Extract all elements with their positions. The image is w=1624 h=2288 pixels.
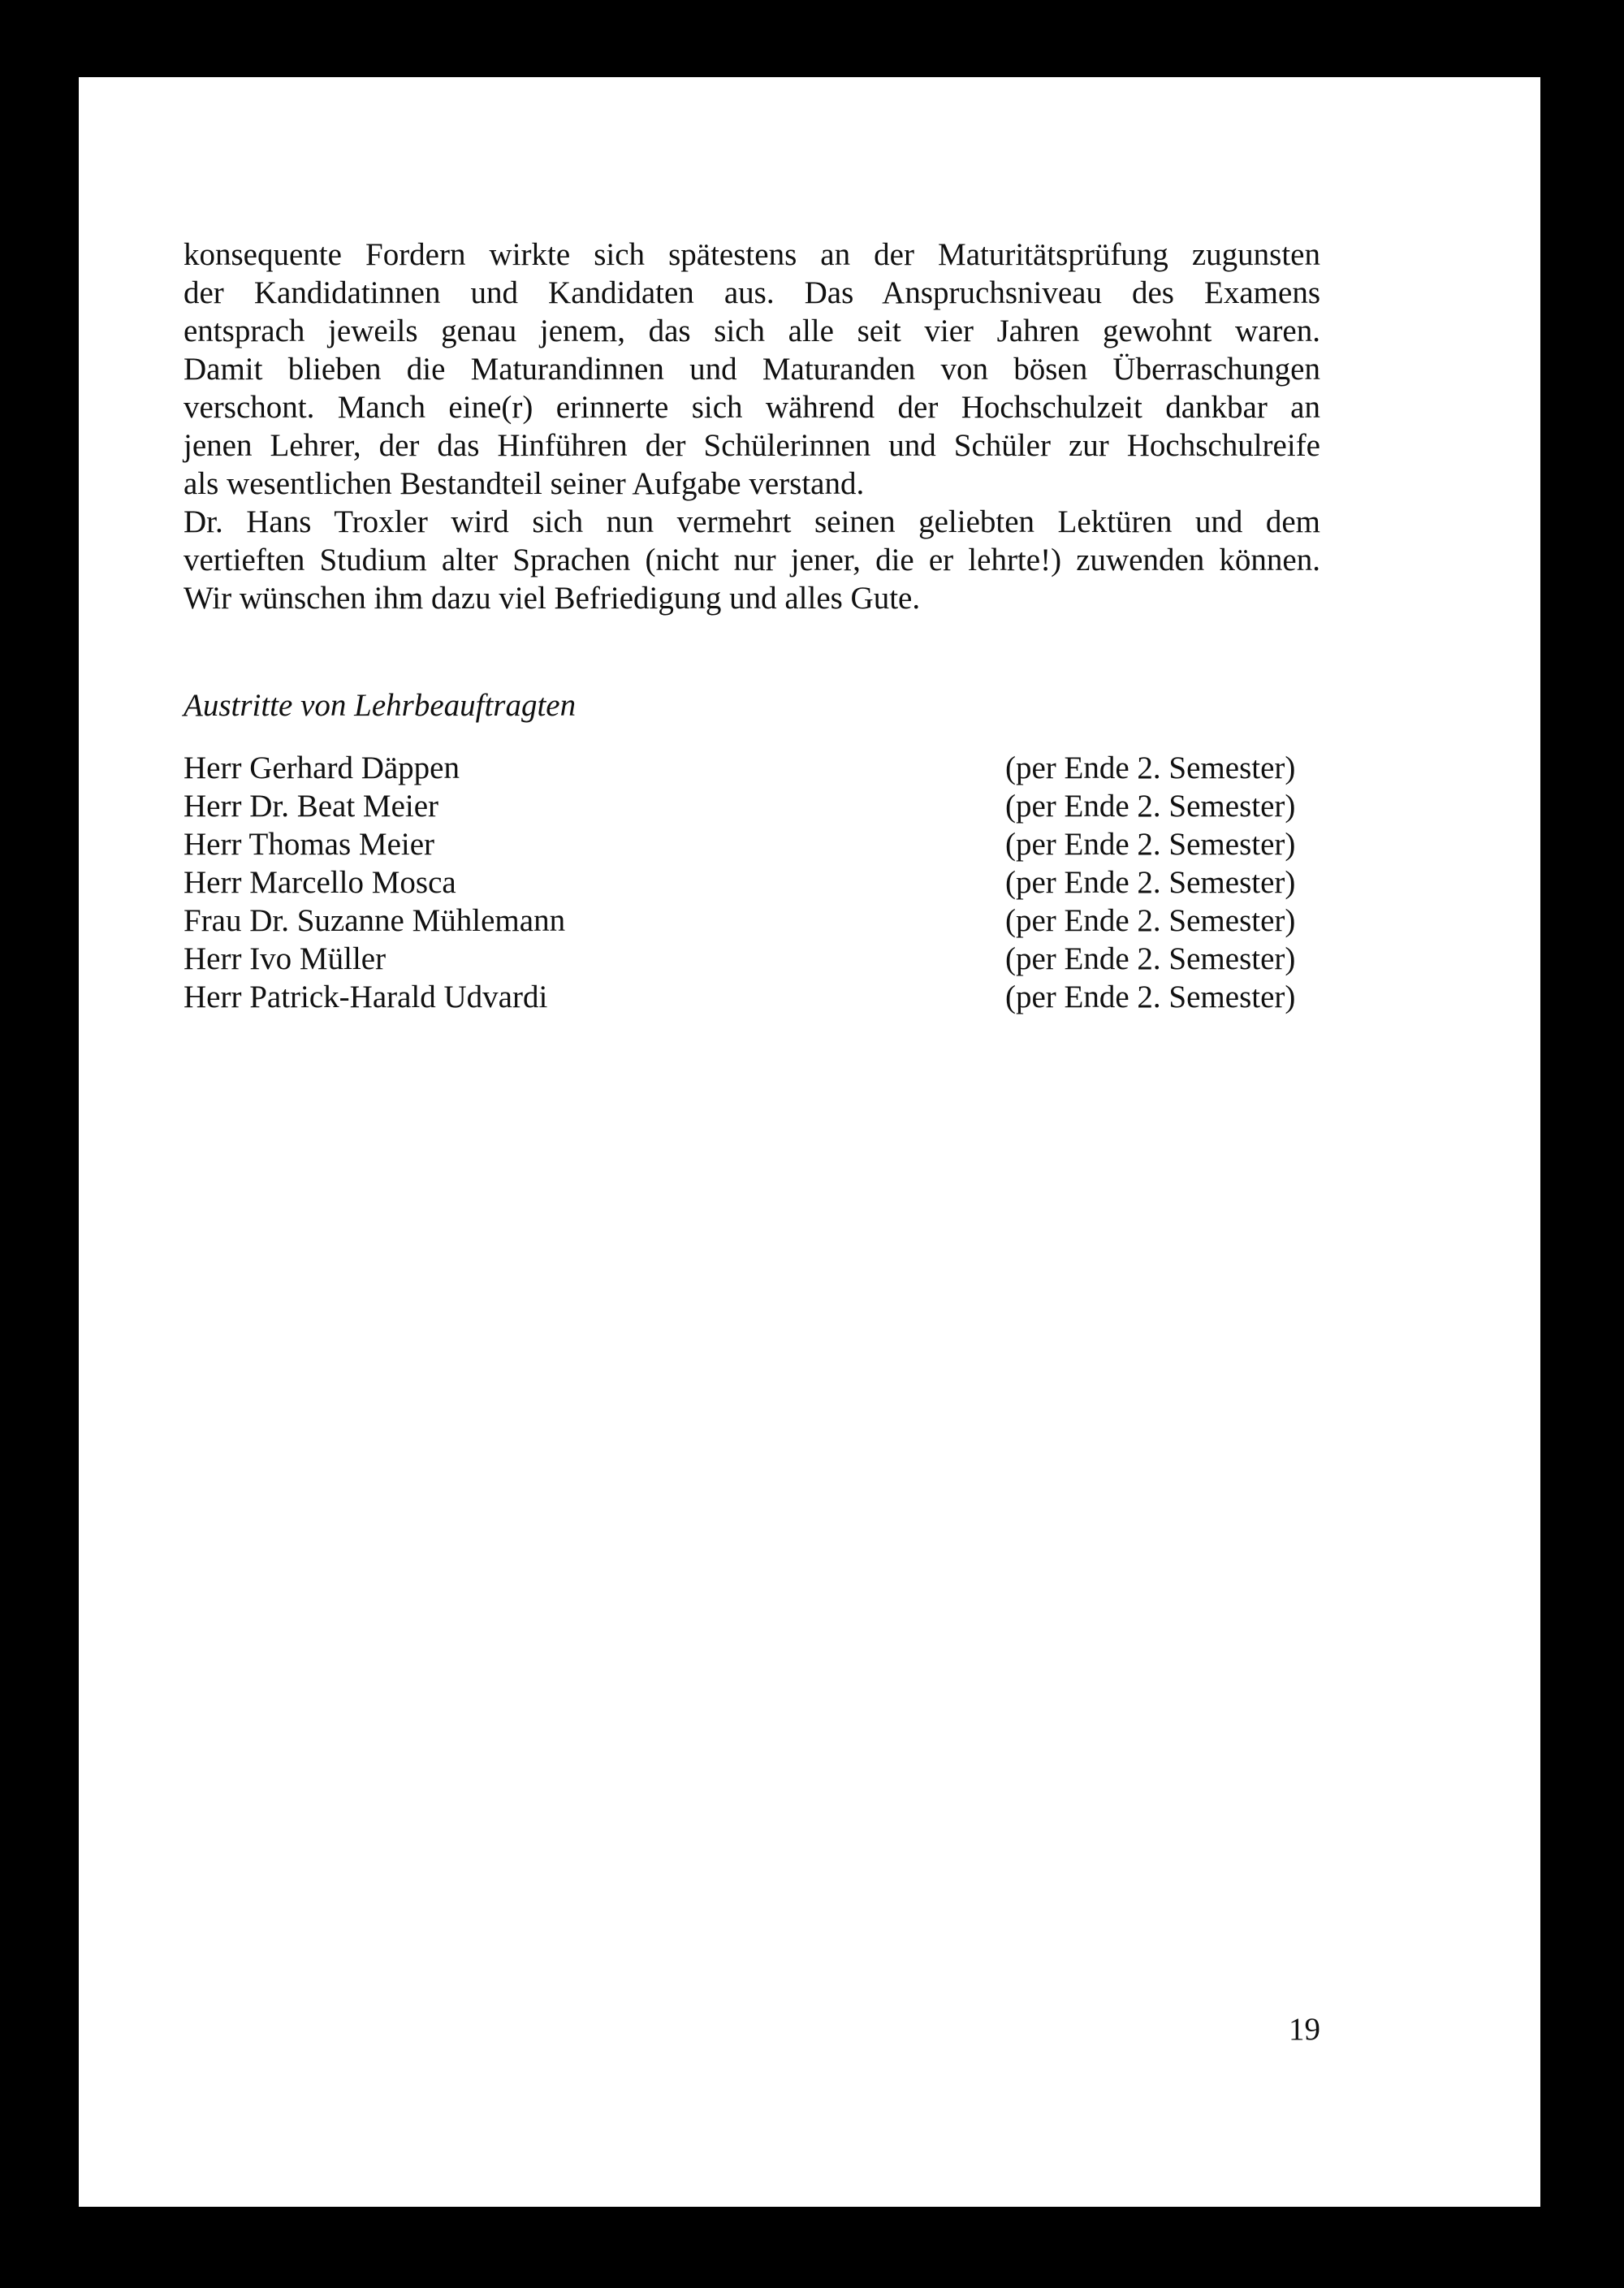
paragraph-2 [184,503,1320,617]
paragraph-1-line: entsprach jeweils genau jenem, das sich alle seit vier Jahren gewohnt waren. [184,314,1320,348]
teacher-name: Herr Thomas Meier [184,827,435,862]
teacher-name: Frau Dr. Suzanne Mühlemann [184,903,566,938]
departure-note: (per Ende 2. Semester) [1005,827,1296,862]
paragraph-2-line: Wir wünschen ihm dazu viel Befriedigung und alles Gute. [184,581,921,616]
departure-note: (per Ende 2. Semester) [1005,903,1296,938]
page-number: 19 [1289,2012,1320,2047]
list-item [184,787,1320,825]
list-item [184,863,1320,902]
teacher-name: Herr Patrick-Harald Udvardi [184,980,548,1014]
departures-list [184,749,1320,1016]
paragraph-2-line: vertieften Studium alter Sprachen (nicht nur jener, die er lehrte!) zuwenden können. [184,543,1320,577]
teacher-name: Herr Dr. Beat Meier [184,789,439,824]
departure-note: (per Ende 2. Semester) [1005,750,1296,785]
paragraph-1-line: konsequente Fordern wirkte sich spätestens an der Maturitätsprüfung zugunsten [184,237,1320,272]
departure-note: (per Ende 2. Semester) [1005,789,1296,824]
paragraph-1-line: als wesentlichen Bestandteil seiner Aufgabe verstand. [184,466,865,501]
list-item [184,978,1320,1016]
list-item [184,749,1320,787]
paragraph-1-line: der Kandidatinnen und Kandidaten aus. Das Anspruchsniveau des Examens [184,275,1320,310]
section-heading: Austritte von Lehrbeauftragten [184,688,577,723]
paragraph-1-line: Damit blieben die Maturandinnen und Maturanden von bösen Überraschungen [184,352,1320,387]
paragraph-2-line: Dr. Hans Troxler wird sich nun vermehrt seinen geliebten Lektüren und dem [184,504,1320,539]
list-item [184,940,1320,978]
body-text [184,236,1320,617]
teacher-name: Herr Marcello Mosca [184,865,456,900]
list-item [184,825,1320,863]
teacher-name: Herr Ivo Müller [184,941,387,976]
teacher-name: Herr Gerhard Däppen [184,750,460,785]
paragraph-1-line: jenen Lehrer, der das Hinführen der Schülerinnen und Schüler zur Hochschulreife [184,428,1320,463]
departure-note: (per Ende 2. Semester) [1005,980,1296,1014]
document-page [79,77,1540,2207]
departure-note: (per Ende 2. Semester) [1005,865,1296,900]
list-item [184,902,1320,940]
departure-note: (per Ende 2. Semester) [1005,941,1296,976]
paragraph-1 [184,236,1320,503]
paragraph-1-line: verschont. Manch eine(r) erinnerte sich während der Hochschulzeit dankbar an [184,390,1320,425]
